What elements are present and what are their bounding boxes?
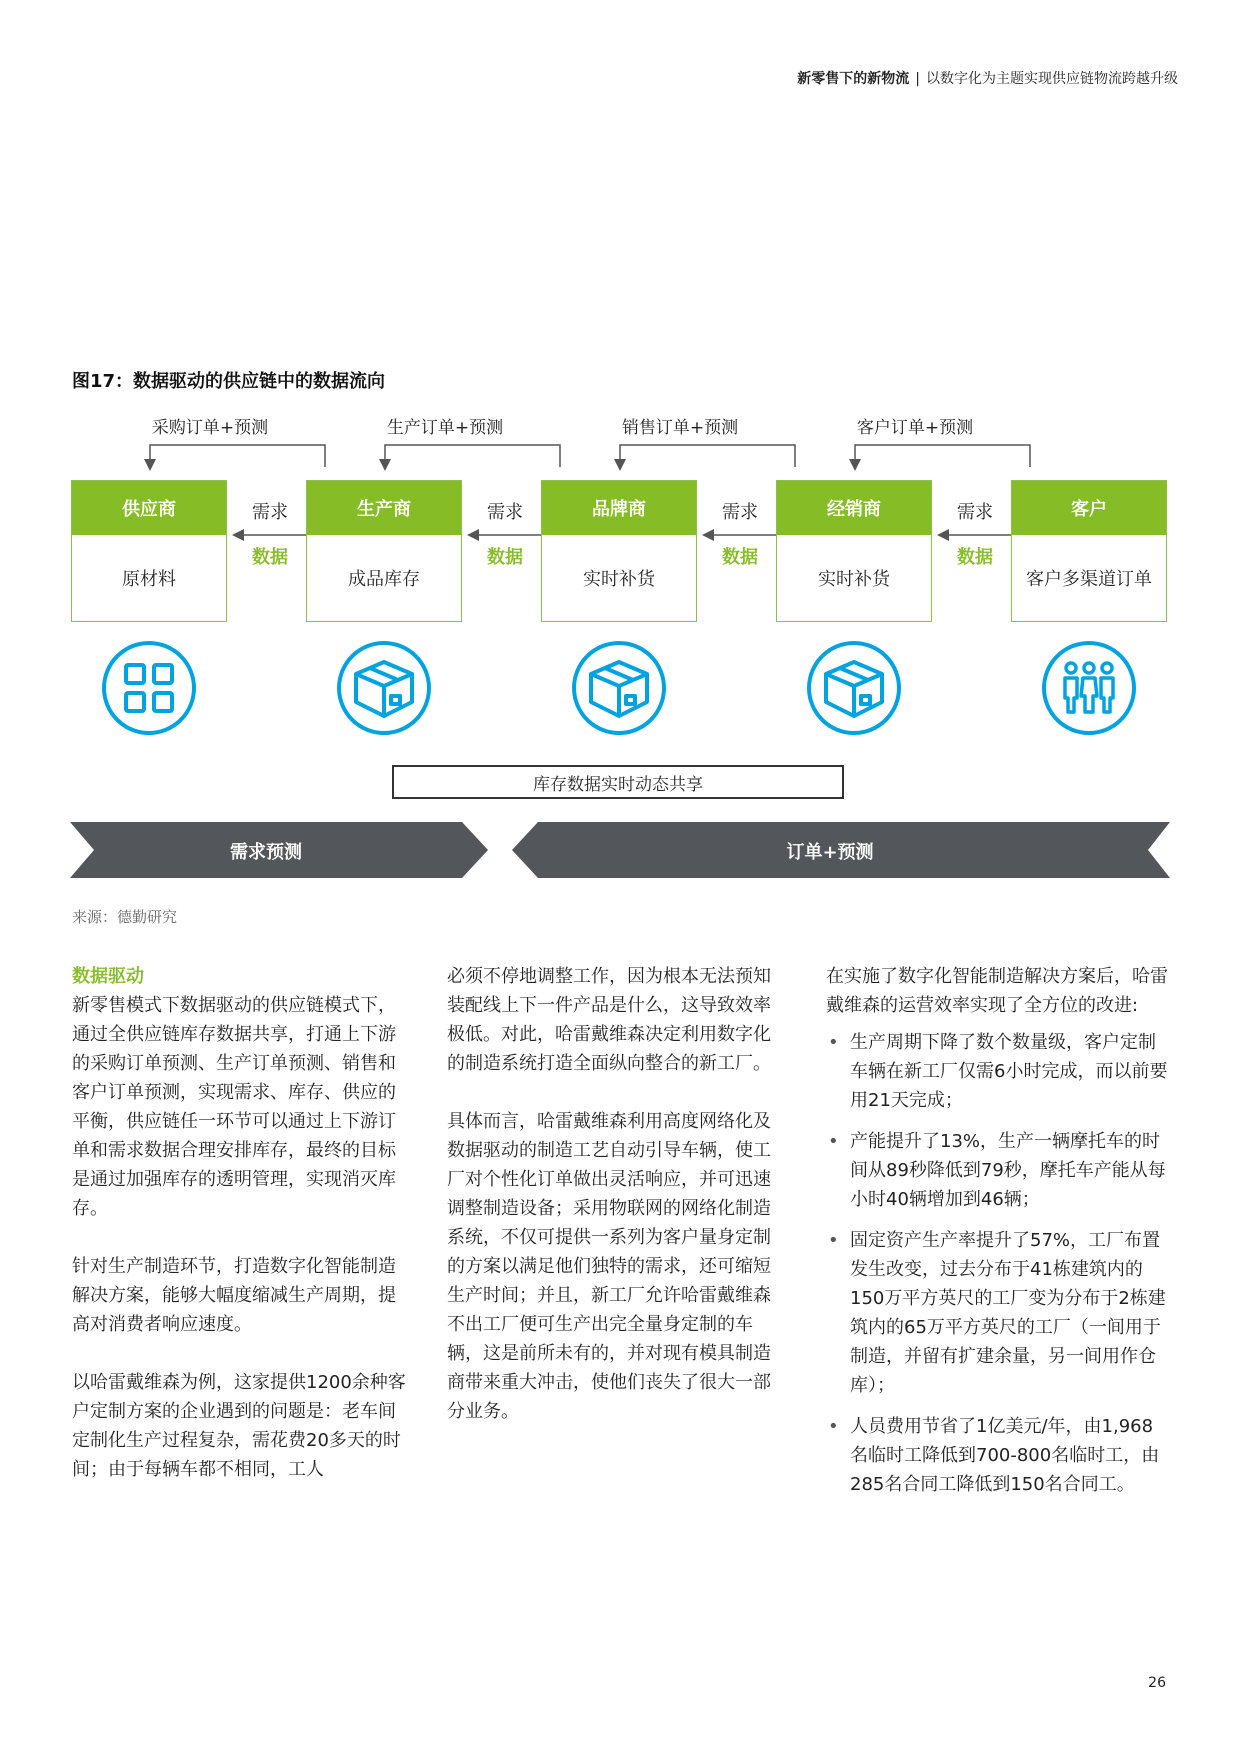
text-column-3: [826, 962, 1170, 1511]
box-icon: [336, 640, 432, 736]
demand-label-3: 需求: [722, 502, 758, 523]
entity-head: 品牌商: [542, 481, 696, 535]
list-item-text: 人员费用节省了1亿美元/年，由1,968名临时工降低到700-800名临时工，由285名合同工降低到150名合同工。: [850, 1416, 1160, 1495]
people-icon: [1041, 640, 1137, 736]
entity-head: 客户: [1012, 481, 1166, 535]
entity-head: 经销商: [777, 481, 931, 535]
bracket-3: [620, 445, 795, 467]
entity-head: 供应商: [72, 481, 226, 535]
list-item: [826, 1226, 1170, 1400]
flow-label-sales: 销售订单+预测: [621, 418, 739, 438]
entity-head: 生产商: [307, 481, 461, 535]
entity-body: 原材料: [122, 569, 176, 590]
demand-forecast-label: 需求预测: [230, 842, 302, 863]
text-column-1: [72, 962, 412, 1513]
paragraph: 以哈雷戴维森为例，这家提供1200余种客户定制方案的企业遇到的问题是：老车间定制化生产过程复杂，需花费20多天的时间；由于每辆车都不相同，工人: [72, 1372, 406, 1480]
paragraph: 新零售模式下数据驱动的供应链模式下，通过全供应链库存数据共享，打通上下游的采购订单预测、生产订单预测、销售和客户订单预测，实现需求、库存、供应的平衡，供应链任一环节可以通过上下游订单和需求数据合理安排库存，最终的目标是通过加强库存的透明管理，实现消灭库存。: [72, 995, 396, 1219]
paragraph: 具体而言，哈雷戴维森利用高度网络化及数据驱动的制造工艺自动引导车辆，使工厂对个性化订单做出灵活响应，并可迅速调整制造设备；采用物联网的网络化制造系统，不仅可提供一系列为客户量身定制的方案以满足他们独特的需求，还可缩短生产时间；并且，新工厂允许哈雷戴维森不出工厂便可生产出完全量身定制的车辆，这是前所未有的，并对现有模具制造商带来重大冲击，使他们丧失了很大一部分业务。: [447, 1111, 771, 1422]
flow-label-purchase: 采购订单+预测: [151, 418, 269, 438]
entity-manufacturer: [306, 480, 462, 622]
bracket-1: [150, 445, 325, 467]
entity-distributor: [776, 480, 932, 622]
list-item: [826, 1127, 1170, 1214]
entity-body: 实时补货: [818, 569, 890, 590]
bracket-4: [855, 445, 1030, 467]
bracket-2: [385, 445, 560, 467]
box-icon: [806, 640, 902, 736]
header-title: 新零售下的新物流: [797, 71, 910, 87]
figure-title: 图17：数据驱动的供应链中的数据流向: [72, 371, 386, 392]
header-separator: |: [915, 71, 920, 87]
flow-label-production: 生产订单+预测: [386, 418, 504, 438]
page-number: 26: [1148, 1675, 1166, 1691]
bullet-icon: •: [828, 1416, 839, 1437]
bullet-icon: •: [828, 1131, 839, 1152]
entity-customer: [1011, 480, 1167, 622]
entity-body: 客户多渠道订单: [1026, 569, 1152, 590]
text-column-2: [447, 962, 787, 1455]
improvement-list: [826, 1028, 1170, 1499]
demand-label-4: 需求: [957, 502, 993, 523]
paragraph: 必须不停地调整工作，因为根本无法预知装配线上下一件产品是什么，这导致效率极低。对此，哈雷戴维森决定利用数字化的制造系统打造全面纵向整合的新工厂。: [447, 966, 771, 1074]
entity-brand: [541, 480, 697, 622]
list-item: [826, 1028, 1170, 1115]
inventory-share-box: 库存数据实时动态共享: [392, 765, 844, 799]
data-label-4: 数据: [957, 547, 993, 568]
bullet-icon: •: [828, 1230, 839, 1251]
data-label-1: 数据: [252, 547, 288, 568]
entity-body: 实时补货: [583, 569, 655, 590]
list-item: [826, 1412, 1170, 1499]
data-label-3: 数据: [722, 547, 758, 568]
bullet-icon: •: [828, 1032, 839, 1053]
demand-label-1: 需求: [252, 502, 288, 523]
entity-supplier: [71, 480, 227, 622]
figure-source: 来源：德勤研究: [72, 908, 178, 926]
demand-label-2: 需求: [487, 502, 523, 523]
header-subtitle: 以数字化为主题实现供应链物流跨越升级: [926, 71, 1178, 87]
entity-body: 成品库存: [348, 569, 420, 590]
list-item-text: 固定资产生产率提升了57%，工厂布置发生改变，过去分布于41栋建筑内的150万平方英尺的工厂变为分布于2栋建筑内的65万平方英尺的工厂（一间用于制造，并留有扩建余量，另一间用作仓库）；: [850, 1230, 1166, 1396]
data-label-2: 数据: [487, 547, 523, 568]
list-item-text: 生产周期下降了数个数量级，客户定制车辆在新工厂仅需6小时完成，而以前要用21天完成；: [850, 1032, 1168, 1111]
order-forecast-label: 订单+预测: [786, 842, 874, 863]
paragraph: 针对生产制造环节，打造数字化智能制造解决方案，能够大幅度缩减生产周期，提高对消费者响应速度。: [72, 1256, 396, 1335]
list-item-text: 产能提升了13%，生产一辆摩托车的时间从89秒降低到79秒，摩托车产能从每小时40辆增加到46辆；: [850, 1131, 1166, 1210]
paragraph: 在实施了数字化智能制造解决方案后，哈雷戴维森的运营效率实现了全方位的改进:: [826, 966, 1168, 1016]
section-title: 数据驱动: [72, 966, 144, 987]
grid-icon: [101, 640, 197, 736]
box-icon: [571, 640, 667, 736]
flow-label-customer: 客户订单+预测: [856, 418, 974, 438]
